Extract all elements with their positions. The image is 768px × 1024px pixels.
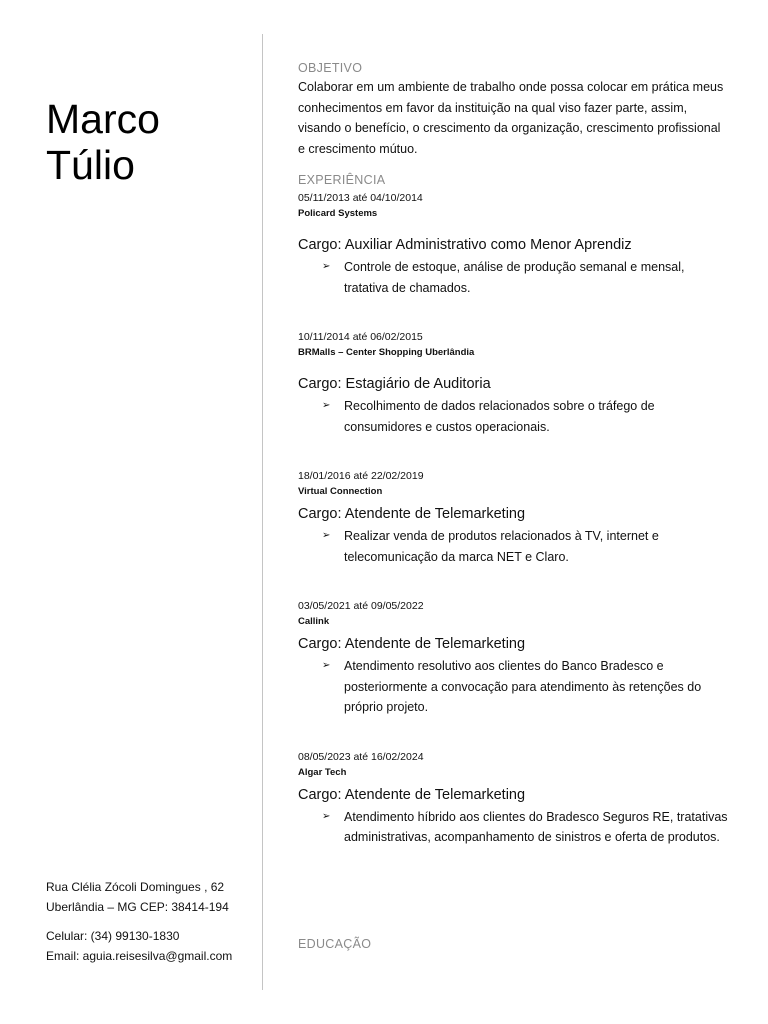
email-address: Email: aguia.reisesilva@gmail.com — [46, 948, 233, 963]
job-duty-text: Recolhimento de dados relacionados sobre o tráfego de consumidores e custos operacionais. — [344, 399, 655, 434]
job-duties — [298, 656, 728, 718]
job-entry — [298, 750, 728, 848]
job-duties — [298, 526, 728, 567]
job-entry — [298, 191, 728, 298]
job-duty-item — [322, 807, 728, 848]
objective-heading: OBJETIVO — [298, 61, 363, 75]
arrowhead-bullet-icon: ➢ — [322, 660, 331, 671]
arrowhead-bullet-icon: ➢ — [322, 400, 331, 411]
job-role: Cargo: Estagiário de Auditoria — [298, 376, 491, 392]
job-company: BRMalls – Center Shopping Uberlândia — [298, 347, 475, 358]
experience-section — [298, 172, 728, 848]
job-duty-item — [322, 396, 728, 437]
job-duties — [298, 807, 728, 848]
job-company: Policard Systems — [298, 208, 378, 219]
job-dates: 05/11/2013 até 04/10/2014 — [298, 192, 423, 204]
job-entry — [298, 330, 728, 437]
job-role: Cargo: Atendente de Telemarketing — [298, 636, 526, 652]
job-entry — [298, 599, 728, 718]
job-dates: 08/05/2023 até 16/02/2024 — [298, 750, 424, 763]
address-city: Uberlândia – MG CEP: 38414-194 — [46, 899, 229, 914]
job-duties — [298, 257, 728, 298]
job-duty-item — [322, 656, 728, 718]
objective-text: Colaborar em um ambiente de trabalho onde possa colocar em prática meus conhecimentos em favor da instituição na qual viso fazer parte, assim, visando o benefício, o crescimento da organização, crescimento profissional e crescimento mútuo. — [298, 80, 724, 156]
arrowhead-bullet-icon: ➢ — [322, 810, 331, 822]
job-dates: 10/11/2014 até 06/02/2015 — [298, 331, 423, 343]
job-duty-text: Realizar venda de produtos relacionados à TV, internet e telecomunicação da marca NET e Claro. — [344, 529, 659, 564]
candidate-name — [46, 96, 160, 188]
objective-section — [298, 60, 728, 159]
job-dates: 03/05/2021 até 09/05/2022 — [298, 600, 424, 612]
job-duty-item — [322, 526, 728, 567]
job-dates: 18/01/2016 até 22/02/2019 — [298, 470, 424, 482]
contact-block — [46, 927, 232, 966]
first-name: Marco — [46, 96, 160, 142]
job-role: Cargo: Atendente de Telemarketing — [298, 786, 526, 803]
job-company: Algar Tech — [298, 766, 347, 778]
left-column — [0, 0, 262, 1024]
arrowhead-bullet-icon: ➢ — [322, 261, 331, 272]
experience-heading: EXPERIÊNCIA — [298, 173, 386, 187]
phone-number: Celular: (34) 99130-1830 — [46, 929, 180, 943]
arrowhead-bullet-icon: ➢ — [322, 530, 331, 541]
column-divider — [262, 34, 263, 990]
last-name: Túlio — [46, 142, 135, 188]
job-company: Callink — [298, 616, 330, 627]
job-company: Virtual Connection — [298, 486, 383, 497]
education-heading: EDUCAÇÃO — [298, 937, 372, 951]
job-role: Cargo: Atendente de Telemarketing — [298, 506, 526, 522]
job-duties — [298, 396, 728, 437]
job-duty-item — [322, 257, 728, 298]
job-role: Cargo: Auxiliar Administrativo como Menor Aprendiz — [298, 237, 632, 253]
address-street: Rua Clélia Zócoli Domingues , 62 — [46, 880, 225, 894]
address-block — [46, 878, 229, 917]
job-entry — [298, 469, 728, 567]
job-duty-text: Atendimento híbrido aos clientes do Bradesco Seguros RE, tratativas administrativas, acompanhamento de sinistros e oferta de produtos. — [344, 809, 728, 844]
job-duty-text: Atendimento resolutivo aos clientes do Banco Bradesco e posteriormente a convocação para atendimento às retenções do próprio projeto. — [344, 659, 702, 714]
main-column — [298, 60, 728, 848]
job-duty-text: Controle de estoque, análise de produção semanal e mensal, tratativa de chamados. — [344, 260, 685, 295]
